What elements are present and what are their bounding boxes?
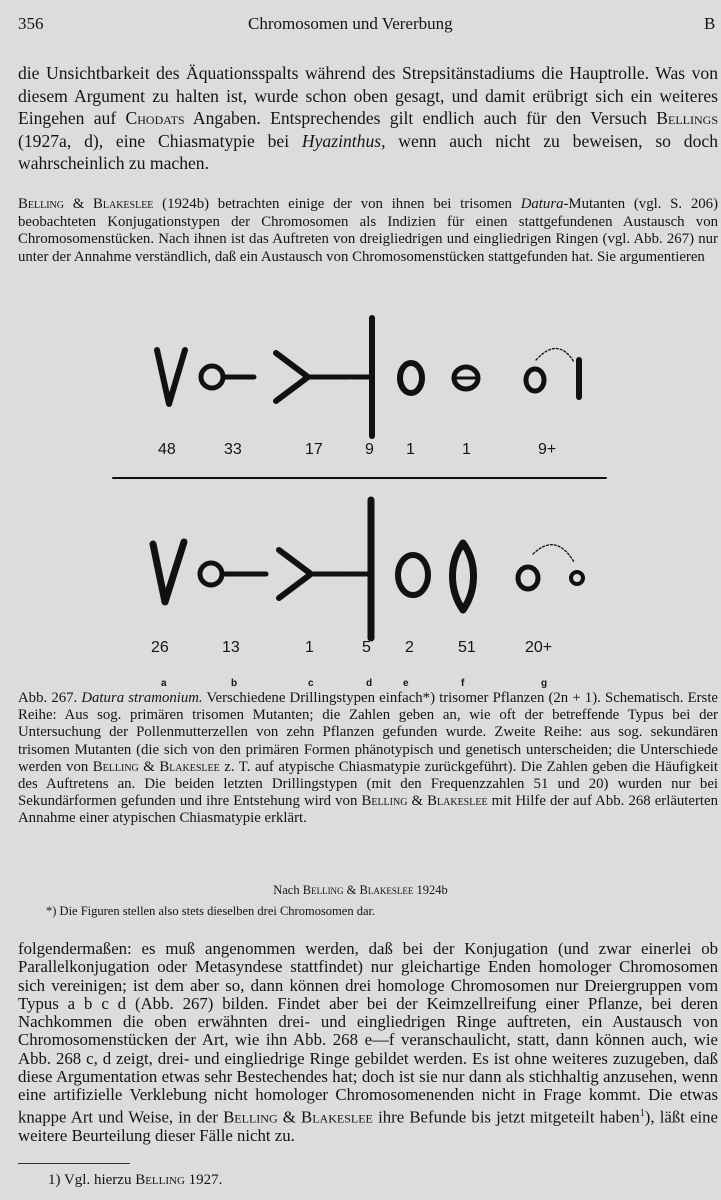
- footnote-rule: [18, 1163, 130, 1164]
- text-run: Angaben. Entsprechendes gilt endlich auch für den Versuch: [184, 108, 657, 128]
- row2-count-b: 13: [222, 639, 240, 656]
- text-run: Nach: [273, 883, 303, 897]
- row-1-types: [157, 318, 579, 436]
- text-run: z. T. auf atypische Chiasmatypie zurückgeführt). Die Zahlen geben die Häufigkeit des Auftretens an. Die beiden letzten Drillingstypen (mit den Frequenzzahlen 51 und 20) wurden nur bei Sekundärformen gefunden und ihre Entstehung wird von: [18, 758, 719, 810]
- footnote: [48, 1172, 222, 1189]
- row-2-types: [153, 500, 583, 638]
- row1-count-e: 1: [406, 441, 415, 458]
- text-run: mit Hilfe der auf Abb. 268 erläuterten Annahme einer atypischen Chiasmatypie erklärt.: [18, 793, 718, 827]
- text-run: (1927a, d), eine Chiasmatypie bei: [18, 130, 302, 151]
- footnote-marker[interactable]: 1: [639, 1107, 645, 1119]
- text-run: 1927.: [184, 1172, 223, 1188]
- author-name: Belling & Blakeslee: [361, 793, 488, 810]
- author-name: Chodats: [125, 108, 185, 128]
- caption-label: Abb. 267.: [18, 690, 82, 706]
- type-c-branch: [276, 353, 350, 401]
- column-label-b: b: [231, 678, 238, 689]
- author-name: Belling: [135, 1172, 185, 1188]
- type-a-v-shape: [153, 542, 184, 602]
- paragraph-1: [18, 62, 718, 175]
- figure-caption: [18, 690, 718, 828]
- species-name: Datura stramonium.: [81, 690, 203, 706]
- figure-footnote: *) Die Figuren stellen also stets dieselben drei Chromosomen dar.: [46, 904, 376, 918]
- author-name: Belling & Blakeslee: [223, 1107, 373, 1127]
- author-name: Belling & Blakeslee: [302, 883, 414, 897]
- chromosome-diagram: [0, 300, 721, 700]
- text-run: 1924b: [413, 883, 448, 897]
- page-number: 356: [18, 14, 44, 33]
- text-run: (1924b) betrachten einige der von ihnen bei trisomen: [153, 196, 521, 212]
- text-run: folgendermaßen: es muß angenommen werden, daß bei der Konjugation (und zwar einerlei ob Parallelkonjugation oder Metasyndese stattfindet) nur gleichartige Enden homologer Chromosomen sich vereinigen; ist dem aber so, dann können drei homologe Chromosomen nur Dreiergruppen vom Typus a b c d (Abb. 267) bilden. Findet aber bei der Keimzellreifung einer Pflanze, bei deren Nachkommen die oben erwähnten drei- und eingliedrigen Ringe auftreten, ein Austausch von Chromosomenstücken der Art, wie ihn Abb. 268 e—f veranschaulicht, statt, dann können auch, wie Abb. 268 c, d zeigt, drei- und eingliedrige Ringe gebildet werden. Es ist ohne weiteres zuzugeben, daß diese Argumentation etwas sehr Bestechendes hat; doch ist sie nur dann als stichhaltig anzusehen, wenn eine artifizielle Verklebung nicht homologer Chromosomenenden nicht in Frage kommt. Die etwas knappe Art und Weise, in der: [18, 939, 718, 1127]
- text-run: Verschiedene Drillingstypen einfach*) trisomer Pflanzen (2n + 1). Schematisch. Erste Reihe: Aus sog. primären trisomen Mutanten; die Zahlen geben an, wie oft der betreffende Typus bei der Untersuchung der Pollenmutterzellen von zehn Pflanzen gefunden wurde. Zweite Reihe: aus sog. sekundären trisomen Mutanten (die sich von den primären Formen phänotypisch und genetisch unterscheiden; die Unterschiede werden von: [18, 690, 718, 775]
- type-b-ring-with-rod: [201, 366, 254, 388]
- column-label-d: d: [366, 678, 373, 689]
- author-name: Belling & Blakeslee: [92, 758, 220, 775]
- type-e-ring: [398, 555, 428, 595]
- author-name: Bellings: [656, 108, 719, 128]
- type-f-ring-bar: [454, 367, 478, 389]
- row2-count-f: 51: [458, 639, 476, 656]
- text-run: die Unsichtbarkeit des Äquationsspalts während des Strepsitänstadiums die Hauptrolle. Was von diesem Argument zu halten ist, wurde schon oben gesagt, und damit erübrigt sich ein weiteres Eingehen auf: [18, 63, 718, 128]
- text-run: -Mutanten (vgl. S. 206) beobachteten Konjugationstypen der Chromosomen als Indizien für einen stattgefundenen Austausch von Chromosomenstücken. Nach ihnen ist das Auftreten von dreigliedrigen und eingliedrigen Ringen (vgl. Abb. 267) nur unter der Annahme verständlich, daß ein Austausch von Chromosomenstücken stattgefunden hat. Sie argumentieren: [18, 196, 718, 265]
- type-a-v-shape: [157, 350, 185, 404]
- type-d-cross-rod: [352, 318, 372, 436]
- section-letter: B: [704, 14, 716, 33]
- type-g-two-rings: [518, 545, 583, 589]
- row1-count-f: 1: [462, 441, 471, 458]
- type-f-lens-ring: [453, 543, 474, 610]
- figure-credit: [0, 883, 721, 898]
- text-run: 1) Vgl. hierzu: [48, 1172, 136, 1188]
- row2-count-e: 2: [405, 639, 414, 656]
- genus-name: Hyazinthus,: [301, 130, 386, 151]
- author-name: Belling & Blakeslee: [18, 196, 154, 212]
- column-label-c: c: [308, 678, 314, 689]
- row2-count-c: 1: [305, 639, 314, 656]
- type-e-ring: [400, 363, 422, 393]
- type-g-ring-rod: [526, 348, 579, 397]
- row1-count-b: 33: [224, 441, 242, 458]
- column-label-g: g: [541, 678, 548, 689]
- row1-count-d: 9: [365, 441, 374, 458]
- type-d-cross-rod: [350, 500, 371, 638]
- row2-count-g: 20+: [525, 639, 553, 656]
- row2-count-a: 26: [151, 639, 169, 656]
- column-label-a: a: [161, 678, 167, 689]
- row1-count-c: 17: [305, 441, 323, 458]
- text-run: wenn auch nicht zu beweisen, so doch wahrscheinlich zu machen.: [18, 130, 718, 173]
- paragraph-3: [18, 940, 718, 1145]
- type-c-branch: [279, 550, 350, 598]
- figure-abb-267: [0, 300, 721, 700]
- row1-count-g: 9+: [538, 441, 557, 458]
- text-run: ihre Befunde bis jetzt mitgeteilt haben: [372, 1107, 640, 1127]
- paragraph-2: [18, 196, 718, 266]
- column-label-e: e: [403, 678, 409, 689]
- type-b-ring-with-rod: [200, 563, 266, 585]
- column-label-f: f: [461, 678, 465, 689]
- text-run: ), läßt eine weitere Beurteilung dieser Fälle nicht zu.: [18, 1107, 719, 1145]
- row2-count-d: 5: [362, 639, 371, 656]
- genus-name: Datura: [520, 196, 564, 212]
- row1-count-a: 48: [158, 441, 176, 458]
- running-title: Chromosomen und Vererbung: [248, 14, 453, 33]
